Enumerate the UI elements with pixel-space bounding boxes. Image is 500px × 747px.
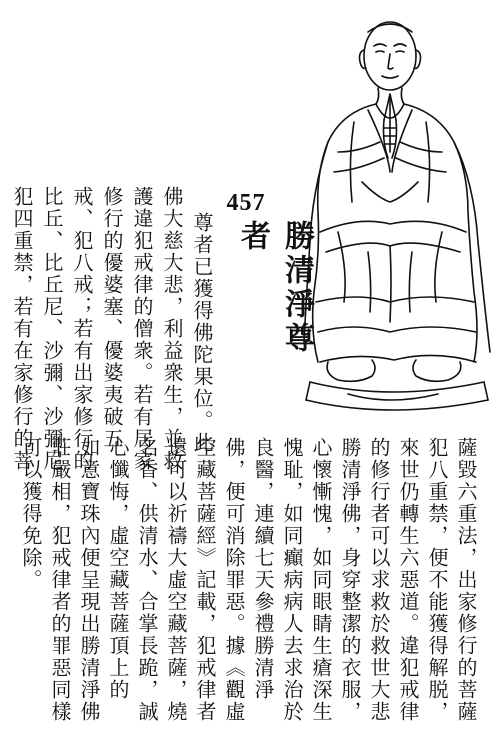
text-column: 空藏菩薩經》記載，犯戒律者 (193, 437, 217, 723)
text-column: 勝清淨佛，身穿整潔的衣服， (338, 437, 362, 723)
text-column: 修行的優婆塞、優婆夷破五 (100, 186, 124, 450)
text-column: 愧耻，如同癲病病人去求治於 (280, 437, 304, 723)
text-column: 佛大慈大悲，利益衆生，並救 (160, 186, 184, 472)
entry-number: 457 (226, 190, 266, 216)
arhat-figure-illustration (298, 2, 498, 422)
text-column: 護違犯戒律的僧衆。若有居家 (130, 186, 154, 472)
text-column: 心懺悔，虛空藏菩薩頂上的 (106, 437, 130, 701)
text-column: 薩毀六重法，出家修行的菩薩 (454, 437, 478, 723)
text-column: 如意寶珠內便呈現出勝清淨佛 (77, 437, 101, 723)
text-column: 良醫，連續七天參禮勝清淨 (251, 437, 275, 701)
text-column: 尊者已獲得佛陀果位。此 (190, 212, 214, 454)
text-column: 佛，便可消除罪惡。據《觀虛 (222, 437, 246, 723)
text-column: 比丘、比丘尼、沙彌、沙彌尼 (40, 186, 64, 472)
text-column: 犯八重禁，便不能獲得解脱， (425, 437, 449, 723)
entry-title-block (222, 190, 314, 370)
text-column: 的修行者可以求救於救世大悲 (367, 437, 391, 723)
text-column: 名香、供清水、合掌長跪，誠 (135, 437, 159, 723)
text-column: 戒、犯八戒；若有出家修行的 (70, 186, 94, 472)
text-column: 可以獲得免除。 (19, 437, 43, 591)
text-column: 還可以祈禱大虛空藏菩薩，燒 (164, 437, 188, 723)
text-column: 來世仍轉生六惡道。違犯戒律 (396, 437, 420, 723)
text-column: 心懷慚愧，如同眼睛生瘡深生 (309, 437, 333, 723)
entry-title: 勝清淨尊者 (235, 220, 314, 356)
text-column: 犯四重禁，若有在家修行的菩 (10, 186, 34, 472)
text-column: 莊嚴相，犯戒律者的罪惡同樣 (48, 437, 72, 723)
